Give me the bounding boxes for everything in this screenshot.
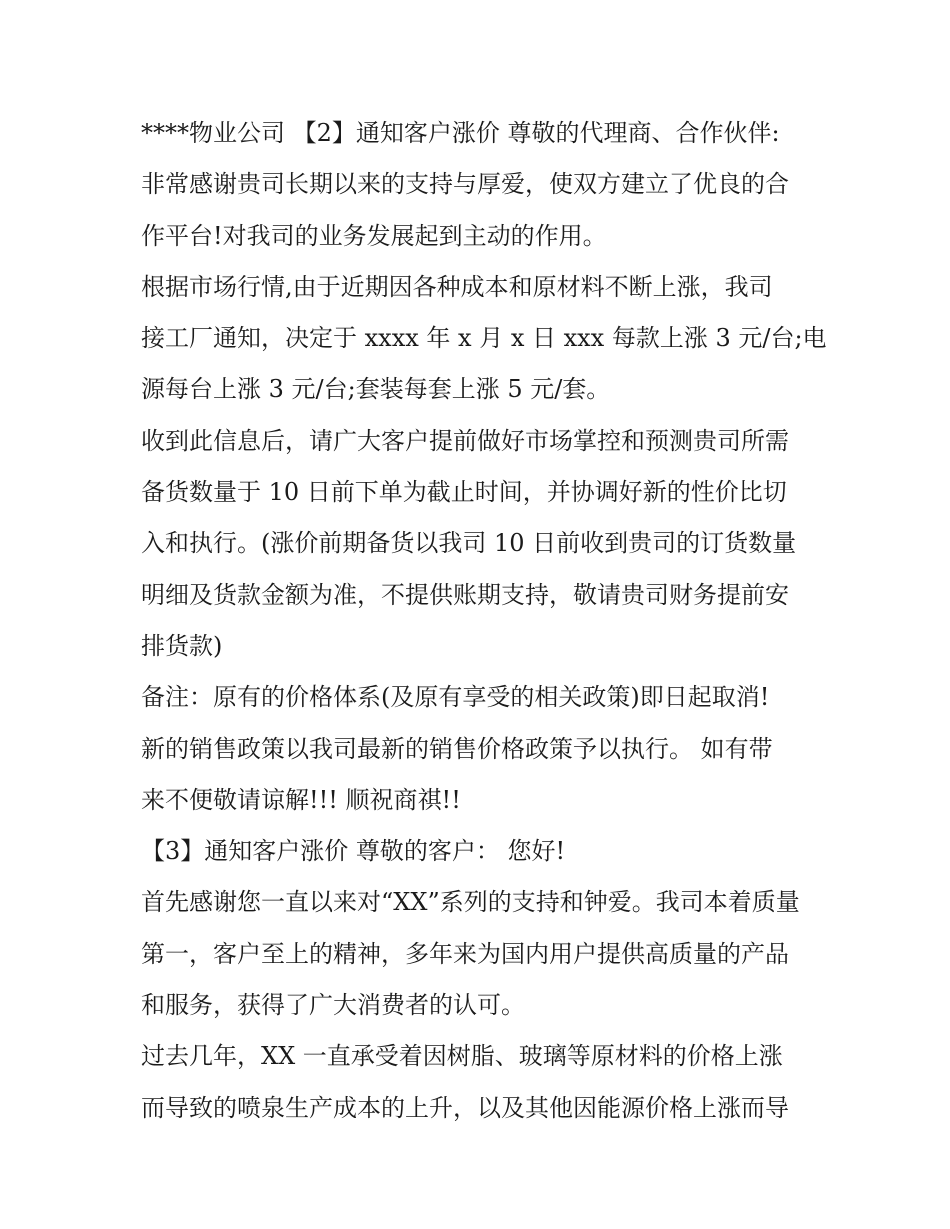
text-line: 第一，客户至上的精神，多年来为国内用户提供高质量的产品 xyxy=(141,939,789,968)
text-line: 排货款) xyxy=(141,631,223,660)
text-line: 备注：原有的价格体系(及原有享受的相关政策)即日起取消! xyxy=(141,683,770,712)
text-line: 过去几年，XX 一直承受着因树脂、玻璃等原材料的价格上涨 xyxy=(141,1042,783,1071)
text-line: 新的销售政策以我司最新的销售价格政策予以执行。 如有带 xyxy=(141,734,773,763)
text-line: 收到此信息后，请广大客户提前做好市场掌控和预测贵司所需 xyxy=(141,426,789,455)
text-line: 【3】通知客户涨价 尊敬的客户： 您好! xyxy=(141,837,566,866)
text-line: 而导致的喷泉生产成本的上升，以及其他因能源价格上涨而导 xyxy=(141,1093,789,1122)
text-line: 作平台!对我司的业务发展起到主动的作用。 xyxy=(141,221,607,250)
text-line: ****物业公司 【2】通知客户涨价 尊敬的代理商、合作伙伴: xyxy=(141,119,780,147)
text-line: 接工厂通知，决定于 xxxx 年 x 月 x 日 xxx 每款上涨 3 元/台;电 xyxy=(141,324,827,353)
document-body xyxy=(141,108,827,1134)
text-line: 明细及货款金额为准，不提供账期支持，敬请贵司财务提前安 xyxy=(141,580,789,609)
text-line: 首先感谢您一直以来对“XX”系列的支持和钟爱。我司本着质量 xyxy=(141,888,800,917)
text-line: 和服务，获得了广大消费者的认可。 xyxy=(141,991,525,1020)
text-line: 入和执行。(涨价前期备货以我司 10 日前收到贵司的订货数量 xyxy=(141,529,797,558)
text-line: 备货数量于 10 日前下单为截止时间，并协调好新的性价比切 xyxy=(141,478,787,507)
text-line: 来不便敬请谅解!!! 顺祝商祺!! xyxy=(141,785,461,814)
text-line: 源每台上涨 3 元/台;套装每套上涨 5 元/套。 xyxy=(141,375,611,404)
text-line: 根据市场行情,由于近期因各种成本和原材料不断上涨，我司 xyxy=(141,272,773,301)
text-line: 非常感谢贵司长期以来的支持与厚爱，使双方建立了优良的合 xyxy=(141,170,789,199)
